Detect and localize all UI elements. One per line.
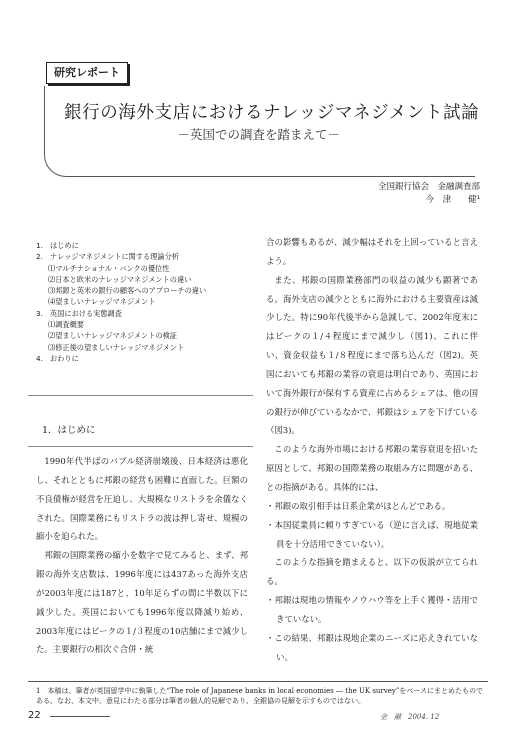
paragraph: ・この結果、邦銀は現地企業のニーズに応えきれていない。 xyxy=(266,632,478,662)
body-left-column xyxy=(36,452,248,659)
section-rule-bottom xyxy=(28,446,253,447)
page-number: 22 xyxy=(28,710,41,721)
journal-issue: 金 融 2004. 12 xyxy=(380,713,440,721)
table-of-contents xyxy=(36,240,256,364)
paragraph: 邦銀の国際業務の縮小を数字で見てみると、まず、邦銀の海外支店数は、1996年度には437あった海外支店が2003年度には187と、10年足らずの間に半数以下に減少した。英国においても1996年度以降減り始め、2003年度にはピークの１/３程度の10店舗にまで減少した。主要銀行の相次ぐ合併・統 xyxy=(36,550,248,655)
toc-item: ⑶邦銀と英米の銀行の顧客へのアプローチの違い xyxy=(48,286,207,296)
toc-item: 1. はじめに xyxy=(36,241,79,250)
paragraph: ・本国従業員に頼りすぎている（逆に言えば、現地従業員を十分活用できていない）。 xyxy=(266,519,478,549)
footnote-rule xyxy=(28,681,488,682)
paragraph: また、邦銀の国際業務部門の収益の減少も顕著である。海外支店の減少とともに海外における主要資産は減少した。特に90年代後半から急減して、2002年度末にはピークの１/４程度にまで減少し（図1)、これに伴い、資金収益も１/８程度にまで落ち込んだ（図2)。英国においても邦銀の業容の衰退は明白であり、英国において海外銀行が保有する資産に占めるシェアは、他の国の銀行が伸びているなかで、邦銀はシェアを下げている（図3)。 xyxy=(266,274,478,436)
body-right-column xyxy=(266,233,478,666)
author-name: 今 津 健¹ xyxy=(425,195,480,205)
paragraph: ・邦銀は現地の情報やノウハウ等を上手く獲得・活用できていない。 xyxy=(266,595,478,624)
toc-item: 2. ナレッジマネジメントに関する理論分析 xyxy=(36,252,179,262)
toc-item: ⑴マルチナショナル・バンクの優位性 xyxy=(48,263,170,273)
author-organization: 全国銀行協会 金融調査部 xyxy=(377,182,480,192)
toc-item: ⑴調査概要 xyxy=(48,320,84,330)
toc-item: ⑶修正後の望ましいナレッジマネジメント xyxy=(48,342,185,352)
toc-item: 4. おわりに xyxy=(36,353,79,363)
footnote: 1 本稿は、筆者が英国留学中に執筆した“The role of Japanese banks in local economies ― the UK survey”をベースにまとめたものである。なお、本文中、意見にわたる部分は筆者の個人的見解であり、全銀協の見解を示すものではない。 xyxy=(36,687,484,705)
paragraph: ・邦銀の取引相手は日系企業がほとんどである。 xyxy=(266,500,451,511)
article-subtitle: －英国での調査を踏まえて－ xyxy=(177,127,340,142)
toc-item: 3. 英国における実態調査 xyxy=(36,308,122,318)
paragraph: このような海外市場における邦銀の業容衰退を招いた原因として、邦銀の国際業務の取組み方に問題がある、との指摘がある。具体的には、 xyxy=(266,444,478,492)
section-rule-top xyxy=(28,395,253,396)
paragraph: このような指摘を踏まえると、以下の仮説が立てられる。 xyxy=(266,557,478,587)
toc-item: ⑵日本と欧米のナレッジマネジメントの違い xyxy=(48,274,192,284)
toc-item: ⑷望ましいナレッジマネジメント xyxy=(48,297,156,307)
article-type-label: 研究レポート xyxy=(46,62,128,84)
article-title: 銀行の海外支店におけるナレッジマネジメント試論 xyxy=(64,103,480,123)
page-number-rule xyxy=(50,716,110,717)
section-heading: 1．はじめに xyxy=(42,425,96,436)
paragraph: 合の影響もあるが、減少幅はそれを上回っていると言えよう。 xyxy=(266,237,478,266)
paragraph: 1990年代半ばのバブル経済崩壊後、日本経済は悪化し、それとともに邦銀の経営も困難に直面した。巨額の不良債権が経営を圧迫し、大規模なリストラを余儀なくされた。国際業務にもリストラの波は押し寄せ、規模の縮小を迫られた。 xyxy=(36,456,248,542)
toc-item: ⑵望ましいナレッジマネジメントの検証 xyxy=(48,331,177,341)
